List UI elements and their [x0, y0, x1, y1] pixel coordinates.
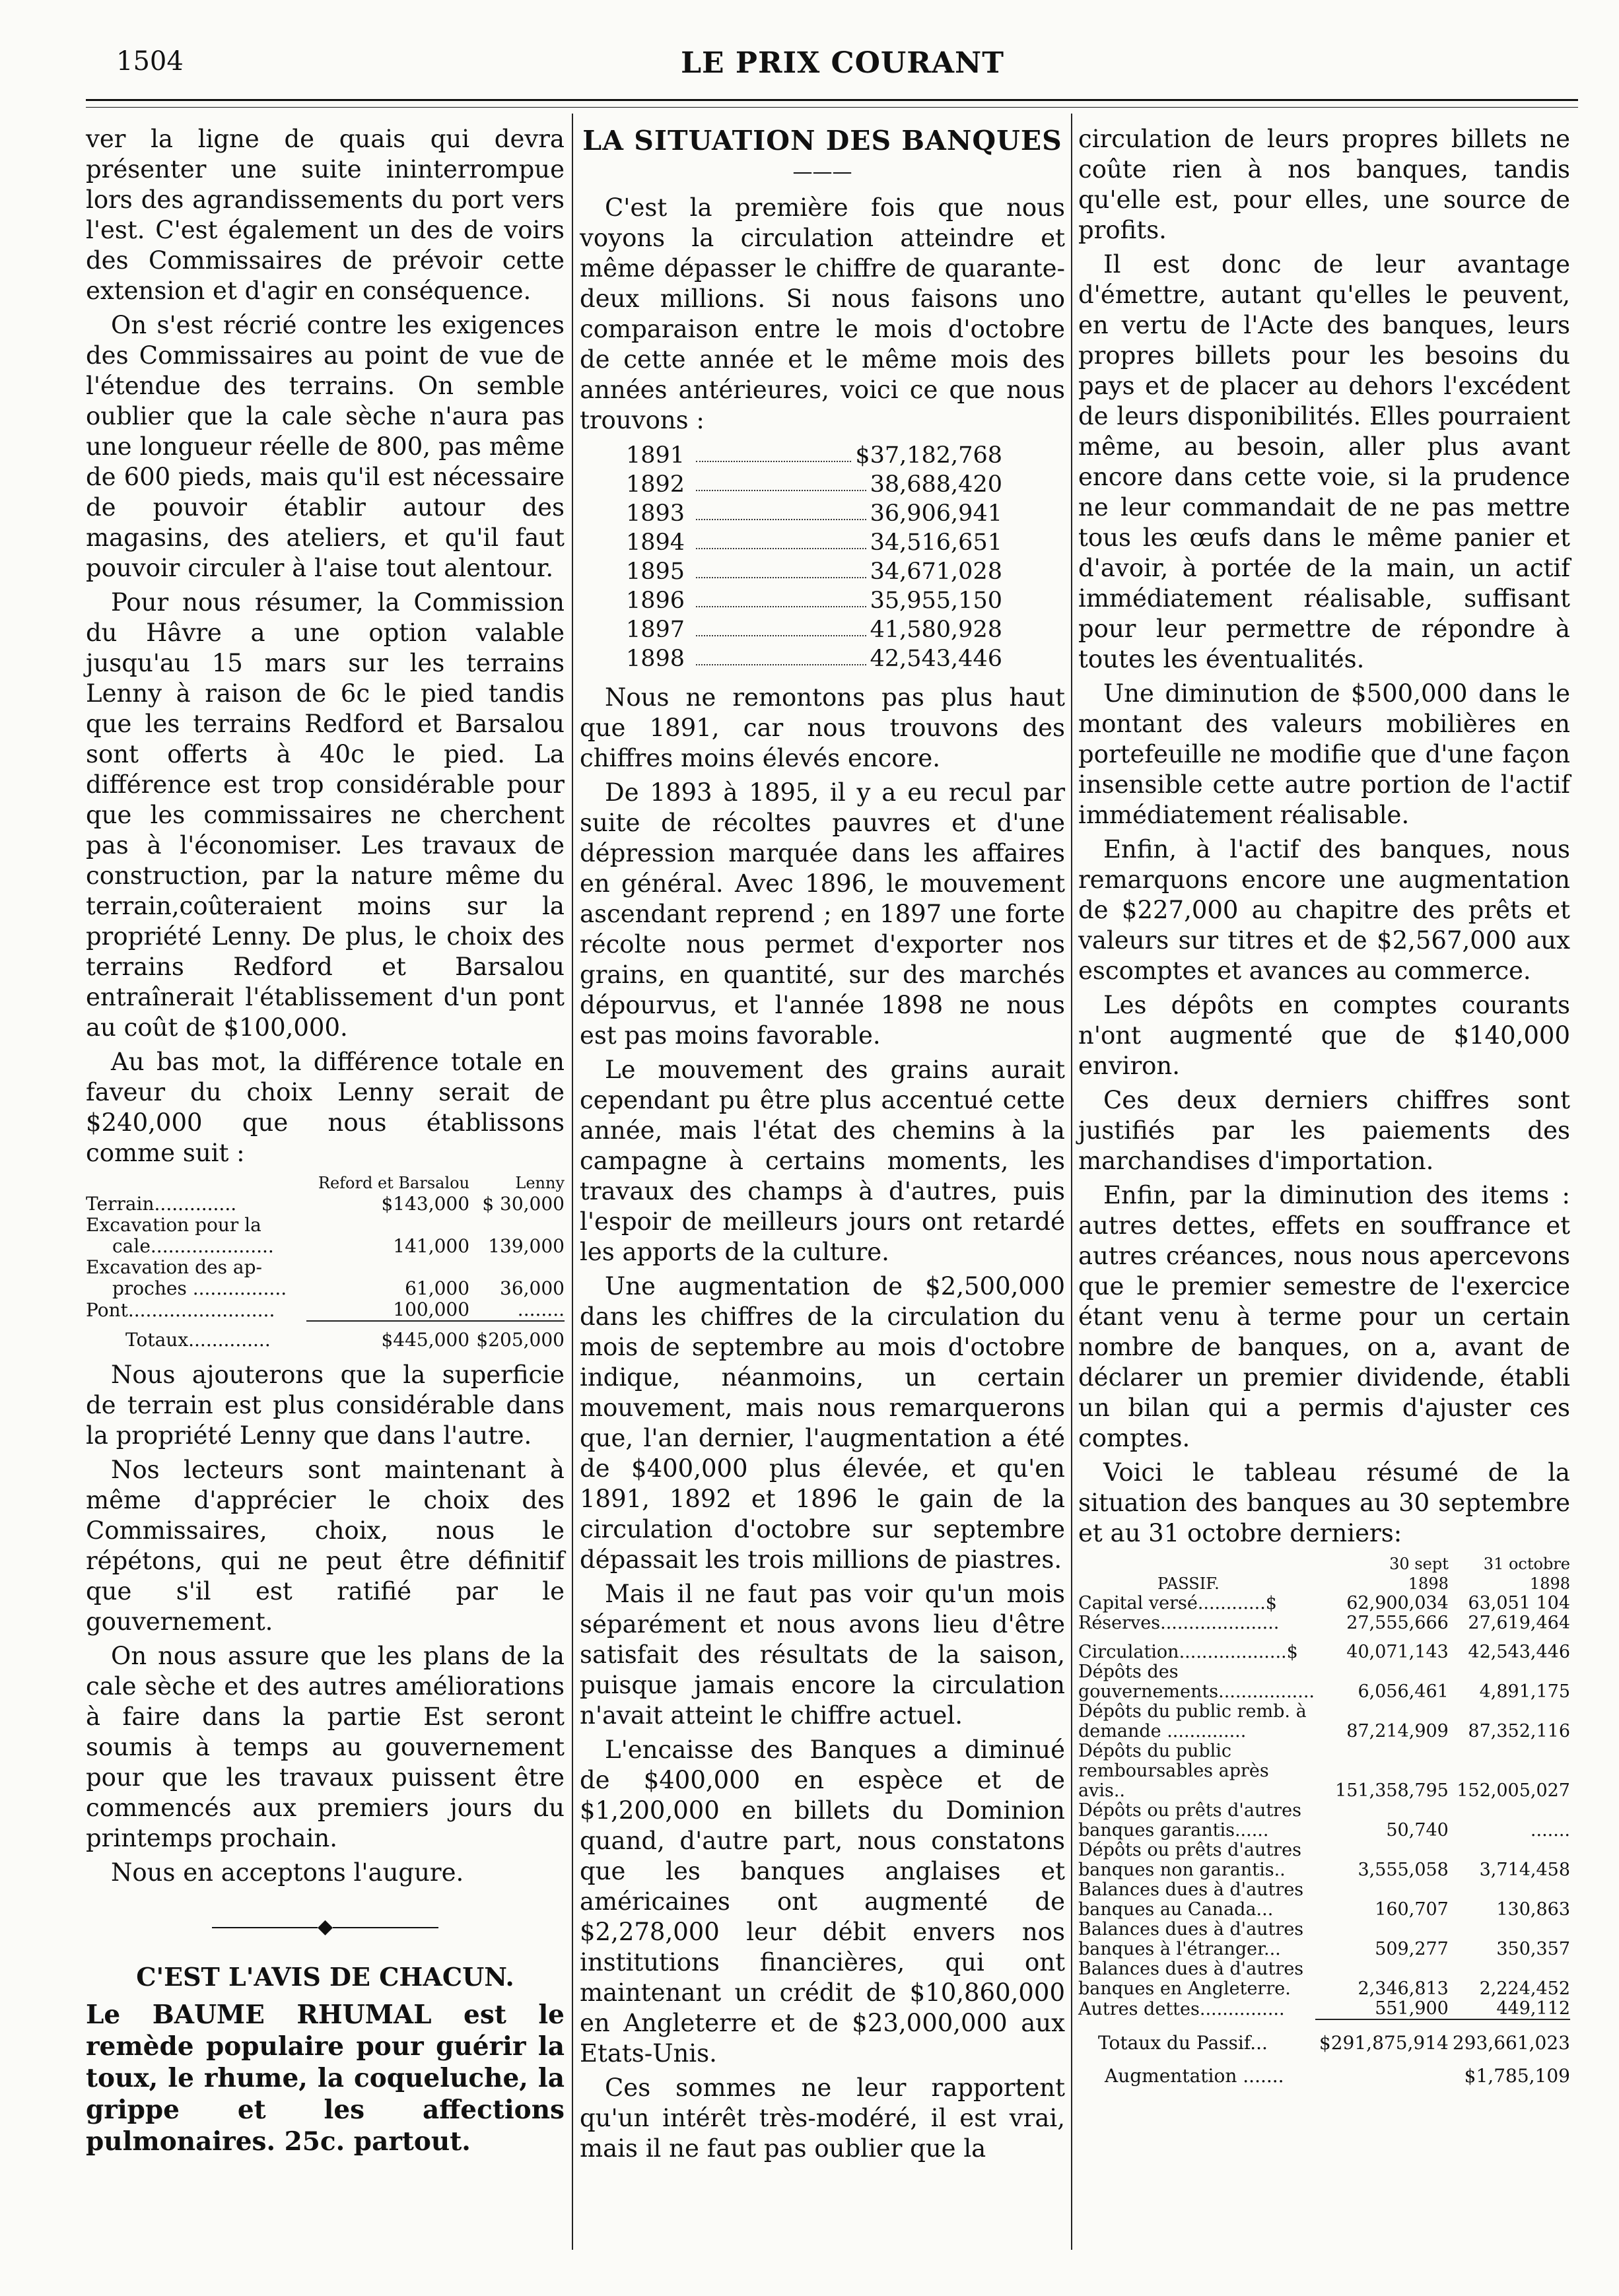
paragraph: Enfin, à l'actif des banques, nous remarquons encore une augmentation de $227,000 au chapitre des prêts et valeurs sur titres et de $2,567,000 aux escomptes et avances au commerce. — [1078, 835, 1570, 985]
cell-value: 152,005,027 — [1457, 1780, 1570, 1801]
table-label-header: PASSIF. — [1157, 1574, 1220, 1593]
row-label: Balances dues à d'autres banques en Angleterre. — [1078, 1959, 1304, 1999]
cell-value — [469, 1215, 565, 1236]
year: 1894 — [626, 529, 685, 556]
column-header: 31 octobre 1898 — [1483, 1555, 1570, 1593]
cell-value: $143,000 — [381, 1193, 470, 1215]
list-item — [626, 441, 1002, 470]
column-1 — [86, 124, 565, 2157]
row-label: Dépôts ou prêts d'autres banques non garantis.. — [1078, 1840, 1301, 1880]
column-divider-2 — [1071, 114, 1072, 2250]
cell-value: 61,000 — [405, 1277, 470, 1299]
cell-value: 27,555,666 — [1346, 1613, 1449, 1633]
table-row — [1078, 1741, 1570, 1801]
paragraph: Il est donc de leur avantage d'émettre, autant qu'elles le peuvent, en vertu de l'Acte des banques, leurs propres billets pour les besoins du pays et de placer au dehors l'excédent de leurs disponibilités. Elles pourraient même, au besoin, aller plus avant encore dans cette voie, si la prudence ne leur commandait de ne pas mettre tous les œufs dans le même panier et d'avoir, à portée de la main, un actif immédiatement réalisable, suffisant pour leur permettre de répondre à toutes les éventualités. — [1078, 250, 1570, 673]
row-label: Dépôts des gouvernements................. — [1078, 1662, 1315, 1702]
leader-dots — [696, 586, 866, 607]
table-row — [86, 1194, 565, 1215]
paragraph: Au bas mot, la différence totale en faveur du choix Lenny serait de $240,000 que nous établissons comme suit : — [86, 1048, 565, 1167]
page-number: 1504 — [116, 46, 184, 77]
cell-value: 6,056,461 — [1358, 1681, 1449, 1702]
list-item — [626, 586, 1002, 615]
column-header: Lenny — [515, 1174, 565, 1192]
article-heading: LA SITUATION DES BANQUES — [582, 125, 1062, 156]
cell-value: 551,900 — [1375, 1998, 1449, 2019]
cell-value: 3,714,458 — [1479, 1860, 1570, 1880]
paragraph: Une diminution de $500,000 dans le montant des valeurs mobilières en portefeuille ne modifie que d'une façon insensible cette autre portion de l'actif immédiatement réalisable. — [1078, 679, 1570, 829]
paragraph: De 1893 à 1895, il y a eu recul par suite de récoltes pauvres et d'une dépression marquée dans les affaires en général. Avec 1896, le mouvement ascendant reprend ; en 1897 une forte récolte nous permet d'exporter nos grains, en quantité, sur des marchés dépourvus, et l'année 1898 ne nous est pas moins favorable. — [580, 778, 1065, 1050]
amount: 42,543,446 — [870, 646, 1002, 672]
leader-dots — [696, 470, 866, 491]
cell-value: 42,543,446 — [1468, 1642, 1570, 1662]
row-label: Terrain.............. — [86, 1193, 237, 1215]
amount: 34,671,028 — [870, 558, 1002, 585]
paragraph: Nous en acceptons l'augure. — [111, 1858, 464, 1887]
leader-dots — [696, 441, 851, 462]
row-label: proches ................ — [112, 1277, 287, 1299]
header-rule-thin — [86, 107, 1578, 108]
ornament-divider: ◆ — [86, 1912, 565, 1942]
table-row — [86, 1257, 565, 1278]
leader-dots — [696, 528, 866, 549]
column-header: 30 sept 1898 — [1389, 1555, 1449, 1593]
cost-comparison-table — [86, 1172, 565, 1351]
table-row — [86, 1215, 565, 1236]
paragraph: Nous ajouterons que la superficie de terrain est plus considérable dans la propriété Lenny que dans l'autre. — [86, 1361, 565, 1450]
paragraph: On nous assure que les plans de la cale sèche et des autres améliorations à faire dans la partie Est seront soumis à temps au gouvernement pour que les travaux puissent être commencés aux premiers jours du printemps prochain. — [86, 1642, 565, 1852]
year: 1898 — [626, 646, 685, 672]
list-item — [626, 499, 1002, 528]
cell-value: 50,740 — [1386, 1820, 1449, 1840]
table-row — [86, 1299, 565, 1321]
paragraph: Ces sommes ne leur rapportent qu'un intérêt très-modéré, il est vrai, mais il ne faut pas oublier que la — [580, 2074, 1065, 2163]
cell-value: ........ — [517, 1299, 565, 1320]
cell-value: 151,358,795 — [1335, 1780, 1449, 1801]
leader-dots — [696, 499, 866, 520]
amount: 41,580,928 — [870, 617, 1002, 643]
cell-value: 2,224,452 — [1479, 1978, 1570, 1999]
paragraph: Mais il ne faut pas voir qu'un mois séparément et nous avons lieu d'être satisfait des résultats de la saison, puisque jamais encore la circulation n'avait atteint le chiffre actuel. — [580, 1580, 1065, 1730]
table-row — [1078, 1999, 1570, 2019]
cell-value: 141,000 — [393, 1235, 470, 1257]
amount: $37,182,768 — [855, 442, 1002, 469]
leader-dots — [696, 615, 866, 636]
table-row — [1078, 1702, 1570, 1741]
header-rule — [86, 99, 1578, 101]
cell-value — [306, 1215, 469, 1236]
year: 1896 — [626, 588, 685, 614]
cell-value: 160,707 — [1375, 1899, 1449, 1920]
paragraph: Une augmentation de $2,500,000 dans les chiffres de la circulation du mois de septembre au mois d'octobre indique, néanmoins, un certain mouvement, mais nous remarquerons que, l'an dernier, l'augmentation a été de $400,000 plus élevée, et qu'en 1891, 1892 et 1896 le gain de la circulation d'octobre sur septembre dépassait les trois millions de piastres. — [580, 1272, 1065, 1574]
cell-value: 350,357 — [1496, 1939, 1570, 1959]
row-label: Autres dettes............... — [1078, 1999, 1285, 2019]
row-label: Excavation des ap- — [86, 1256, 262, 1278]
cell-value: 449,112 — [1496, 1998, 1570, 2019]
publication-title: LE PRIX COURANT — [681, 46, 1004, 80]
leader-dots — [696, 557, 866, 578]
cell-value: 87,214,909 — [1346, 1721, 1449, 1741]
table-row — [1078, 1613, 1570, 1633]
table-row — [86, 1278, 565, 1299]
ad-body: Le BAUME RHUMAL est le remède populaire pour guérir la toux, le rhume, la coqueluche, la grippe et les affections pulmonaires. 25c. partout. — [86, 2000, 565, 2157]
ad-title: C'EST L'AVIS DE CHACUN. — [136, 1962, 514, 1992]
cell-value: 62,900,034 — [1346, 1593, 1449, 1613]
year: 1892 — [626, 471, 685, 498]
amount: 34,516,651 — [870, 529, 1002, 556]
paragraph: Le mouvement des grains aurait cependant pu être plus accentué cette année, mais l'état des chemins à la campagne à certains moments, les travaux des champs à d'autres, puis l'espoir de meilleurs jours ont retardé les apports de la culture. — [580, 1056, 1065, 1266]
row-label: Balances dues à d'autres banques au Canada... — [1078, 1879, 1304, 1920]
cell-value: ....... — [1530, 1820, 1570, 1840]
table-row — [1078, 1959, 1570, 1999]
column-divider-1 — [572, 114, 573, 2250]
cell-value: 3,555,058 — [1358, 1860, 1449, 1880]
table-row — [1078, 1801, 1570, 1840]
year: 1893 — [626, 500, 685, 527]
year: 1891 — [626, 442, 685, 469]
row-label: Excavation pour la — [86, 1214, 261, 1236]
bank-liabilities-table — [1078, 1554, 1570, 2086]
circulation-year-list — [626, 441, 1065, 673]
table-row — [1078, 1840, 1570, 1880]
table-row-augmentation: Augmentation ....... $1,785,109 — [1105, 2065, 1570, 2087]
table-row — [1078, 1662, 1570, 1702]
paragraph: Nos lecteurs sont maintenant à même d'apprécier le choix des Commissaires, choix, nous le répétons, qui ne peut être définitif que s'il est ratifié par le gouvernement. — [86, 1456, 565, 1636]
cell-value: 40,071,143 — [1346, 1642, 1449, 1662]
amount: 36,906,941 — [870, 500, 1002, 527]
table-row-total: Totaux du Passif... $291,875,914 293,661,023 — [1078, 2019, 1570, 2053]
year: 1895 — [626, 558, 685, 585]
cell-value — [306, 1257, 469, 1278]
cell-value: 139,000 — [488, 1235, 565, 1257]
row-label: Pont......................... — [86, 1299, 275, 1321]
cell-value: 2,346,813 — [1358, 1978, 1449, 1999]
table-row — [1078, 1594, 1570, 1613]
row-label: cale..................... — [112, 1235, 274, 1257]
page-header — [116, 46, 1569, 86]
cell-value: 36,000 — [500, 1277, 565, 1299]
row-label: Réserves..................... — [1078, 1613, 1280, 1633]
list-item — [626, 615, 1002, 644]
cell-value: $ 30,000 — [482, 1193, 565, 1215]
column-3 — [1078, 124, 1570, 2086]
paragraph: C'est la première fois que nous voyons la circulation atteindre et même dépasser le chiffre de quarante-deux millions. Si nous faisons uno comparaison entre le mois d'octobre de cette année et le même mois des années antérieures, voici ce que nous trouvons : — [580, 193, 1065, 434]
row-label: Dépôts du public remb. à demande .............. — [1078, 1701, 1307, 1741]
column-2 — [580, 124, 1065, 2168]
paragraph: ver la ligne de quais qui devra présenter une suite ininterrompue lors des agrandissements du port vers l'est. C'est également un des de voirs des Commissaires de prévoir cette extension et d'agir en conséquence. — [86, 125, 565, 305]
row-label: Circulation...................$ — [1078, 1642, 1298, 1662]
amount: 38,688,420 — [870, 471, 1002, 498]
cell-value: 100,000 — [393, 1299, 470, 1320]
paragraph: Pour nous résumer, la Commission du Hâvre a une option valable jusqu'au 15 mars sur les terrains Lenny à raison de 6c le pied tandis que les terrains Redford et Barsalou sont offerts à 40c le pied. La différence est trop considérable pour que les commissaires ne cherchent pas à l'économiser. Les travaux de construction, par la nature même du terrain,coûteraient moins sur la propriété Lenny. De plus, le choix des terrains Redford et Barsalou entraînerait l'établissement d'un pont au coût de $100,000. — [86, 588, 565, 1042]
paragraph: circulation de leurs propres billets ne coûte rien à nos banques, tandis qu'elle est, pour elles, une source de profits. — [1078, 125, 1570, 244]
cell-value: 509,277 — [1375, 1939, 1449, 1959]
amount: 35,955,150 — [870, 588, 1002, 614]
paragraph: L'encaisse des Banques a diminué de $400,000 en espèce et de $1,200,000 en billets du Dominion quand, d'autre part, nous constatons que les banques anglaises et américaines ont augmenté de $2,278,000 leur débit envers nos institutions financières, qui ont maintenant un crédit de $10,860,000 en Angleterre et de $23,000,000 aux Etats-Unis. — [580, 1736, 1065, 2068]
table-row — [1078, 1920, 1570, 1959]
cell-value: 63,051 104 — [1468, 1593, 1570, 1613]
heading-dash: ——— — [792, 160, 852, 184]
leader-dots — [696, 644, 866, 665]
paragraph: Nous ne remontons pas plus haut que 1891, car nous trouvons des chiffres moins élevés encore. — [580, 683, 1065, 772]
row-label: Capital versé............$ — [1078, 1593, 1277, 1613]
table-row-total: Totaux.............. $445,000 $205,000 — [86, 1321, 565, 1351]
list-item — [626, 644, 1002, 673]
paragraph: Enfin, par la diminution des items : autres dettes, effets en souffrance et autres créances, nous nous apercevons que le premier semestre de l'exercice étant venu à terme pour un certain nombre de banques, on a, avant de déclarer un premier dividende, établi un bilan qui a permis d'ajuster ces comptes. — [1078, 1181, 1570, 1452]
cell-value: 4,891,175 — [1479, 1681, 1570, 1702]
list-item — [626, 557, 1002, 586]
list-item — [626, 470, 1002, 499]
column-header: Reford et Barsalou — [318, 1174, 470, 1192]
cell-value: 130,863 — [1496, 1899, 1570, 1920]
year: 1897 — [626, 617, 685, 643]
paragraph: Les dépôts en comptes courants n'ont augmenté que de $140,000 environ. — [1078, 991, 1570, 1080]
table-row — [86, 1236, 565, 1257]
cell-value: 27,619,464 — [1468, 1613, 1570, 1633]
paragraph: Ces deux derniers chiffres sont justifiés par les paiements des marchandises d'importation. — [1078, 1086, 1570, 1175]
row-label: Balances dues à d'autres banques à l'étranger... — [1078, 1919, 1304, 1959]
table-row — [1078, 1880, 1570, 1920]
paragraph: Voici le tableau résumé de la situation des banques au 30 septembre et au 31 octobre derniers: — [1078, 1458, 1570, 1547]
paragraph: On s'est récrié contre les exigences des Commissaires au point de vue de l'étendue des terrains. On semble oublier que la cale sèche n'aura pas une longueur réelle de 800, pas même de 600 pieds, mais qu'il est nécessaire de pouvoir établir autour des magasins, des ateliers, et qu'il faut pouvoir circuler à l'aise tout alentour. — [86, 311, 565, 582]
row-label: Dépôts ou prêts d'autres banques garantis...... — [1078, 1800, 1301, 1840]
list-item — [626, 528, 1002, 557]
table-row — [1078, 1633, 1570, 1662]
cell-value — [469, 1257, 565, 1278]
row-label: Dépôts du public remboursables après avis.. — [1078, 1741, 1269, 1801]
cell-value: 87,352,116 — [1468, 1721, 1570, 1741]
